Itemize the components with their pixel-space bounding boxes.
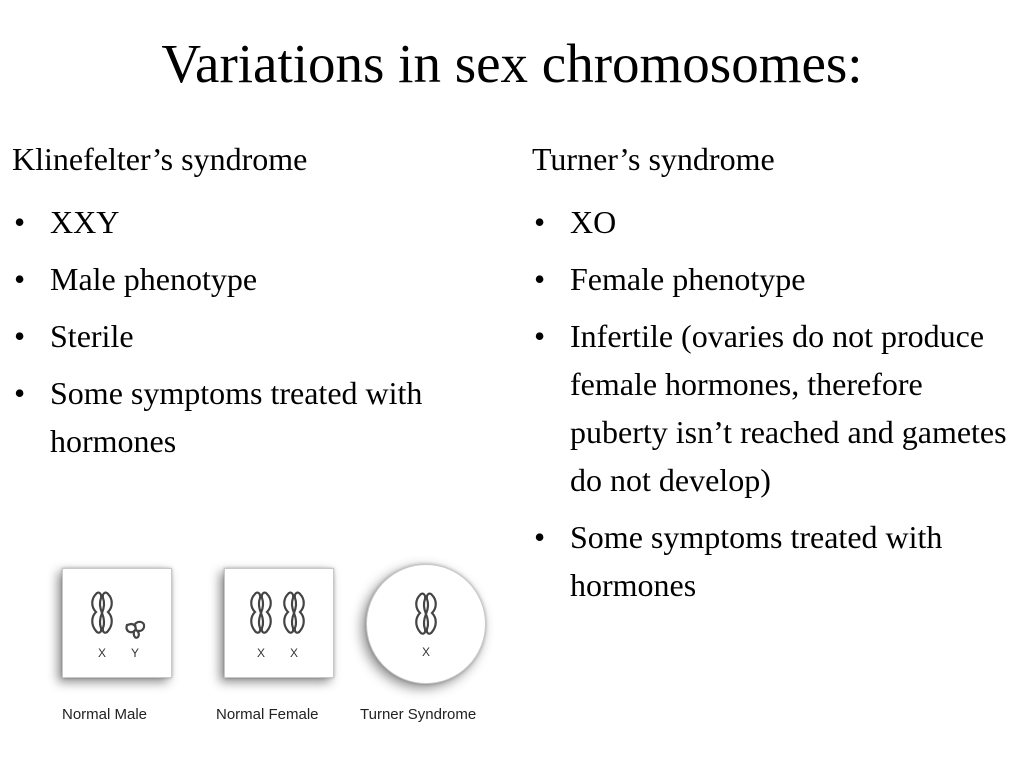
chromosome-label: X	[97, 646, 107, 660]
turner-bullet-list	[532, 198, 1018, 609]
karyotype-figure	[44, 558, 504, 748]
bullet-item	[532, 198, 1018, 246]
bullet-item	[532, 255, 1018, 303]
klinefelter-bullet-list	[12, 198, 482, 465]
bullet-text: Some symptoms treated with hormones	[50, 375, 423, 459]
turner-syndrome-panel	[366, 564, 486, 684]
klinefelter-column	[12, 140, 482, 474]
chromosome-label: X	[421, 645, 431, 659]
turner-syndrome-caption: Turner Syndrome	[360, 706, 477, 723]
bullet-item	[12, 369, 482, 465]
turner-heading: Turner’s syndrome	[532, 141, 775, 177]
slide-title: Variations in sex chromosomes:	[161, 33, 863, 94]
x-chromosome-icon	[367, 565, 485, 683]
bullet-item	[532, 513, 1018, 609]
normal-male-caption: Normal Male	[62, 706, 148, 723]
klinefelter-heading: Klinefelter’s syndrome	[12, 141, 308, 177]
bullet-text: Sterile	[50, 318, 134, 354]
bullet-dot: •	[14, 204, 26, 240]
bullet-dot: •	[14, 375, 26, 411]
bullet-item	[12, 312, 482, 360]
bullet-dot: •	[534, 261, 546, 297]
chromosome-label: X	[289, 646, 299, 660]
bullet-text: Some symptoms treated with hormones	[570, 519, 943, 603]
turner-column	[532, 140, 1018, 618]
bullet-text: Infertile (ovaries do not produce female hormones, therefore puberty isn’t reached and gametes do not develop)	[570, 318, 1007, 498]
bullet-text: XXY	[50, 204, 120, 240]
bullet-text: Female phenotype	[570, 261, 806, 297]
bullet-text: Male phenotype	[50, 261, 258, 297]
normal-female-caption: Normal Female	[216, 706, 319, 723]
bullet-text: XO	[570, 204, 617, 240]
bullet-item	[12, 255, 482, 303]
bullet-dot: •	[534, 318, 546, 354]
bullet-item	[12, 198, 482, 246]
bullet-dot: •	[534, 519, 546, 555]
bullet-dot: •	[534, 204, 546, 240]
normal-male-panel	[62, 568, 172, 678]
chromosome-label: X	[256, 646, 266, 660]
bullet-item	[532, 312, 1018, 504]
xy-chromosomes-icon	[63, 569, 171, 677]
chromosome-label: Y	[130, 646, 140, 660]
bullet-dot: •	[14, 318, 26, 354]
xx-chromosomes-icon	[225, 569, 333, 677]
bullet-dot: •	[14, 261, 26, 297]
normal-female-panel	[224, 568, 334, 678]
